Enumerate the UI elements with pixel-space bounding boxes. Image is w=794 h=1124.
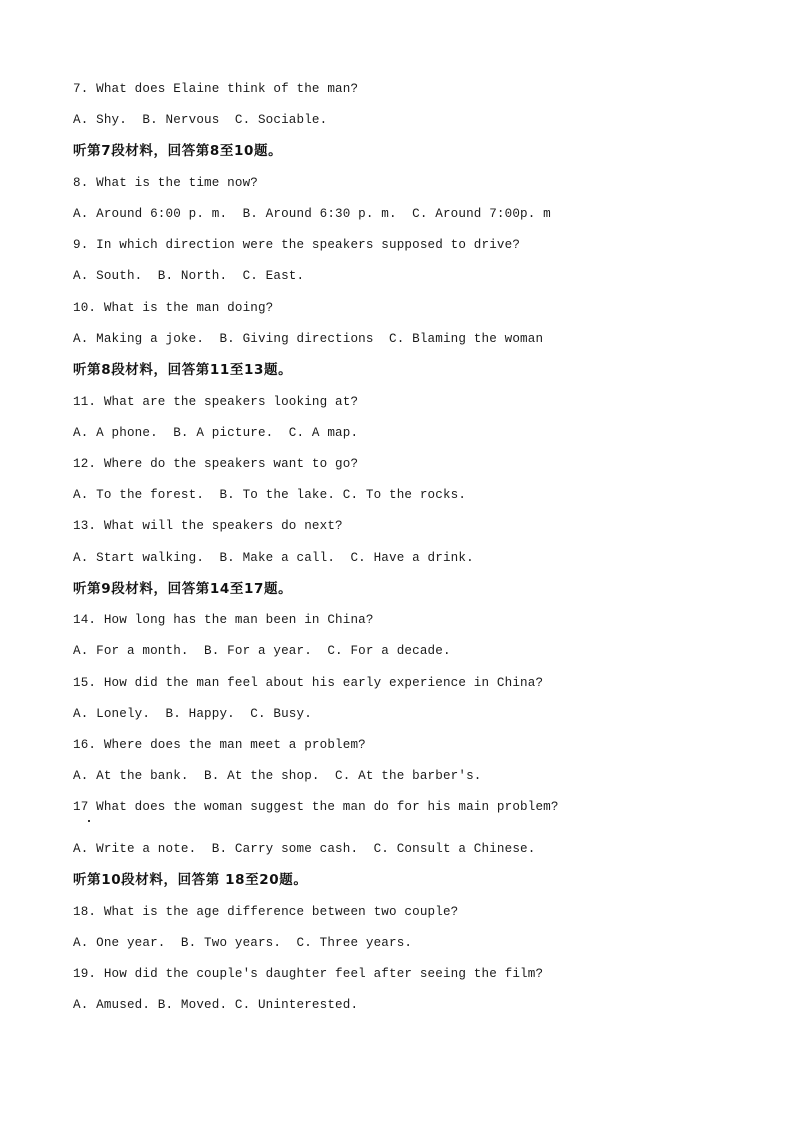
section-heading-8: 听第8段材料，回答第11至13题。	[73, 362, 293, 378]
question-15: 15. How did the man feel about his early experience in China?	[73, 676, 544, 690]
options-12: A. To the forest. B. To the lake. C. To the rocks.	[73, 488, 467, 502]
question-16: 16. Where does the man meet a problem?	[73, 738, 366, 752]
options-7: A. Shy. B. Nervous C. Sociable.	[73, 113, 328, 127]
options-18: A. One year. B. Two years. C. Three years.	[73, 936, 413, 950]
question-10: 10. What is the man doing?	[73, 301, 274, 315]
question-12: 12. Where do the speakers want to go?	[73, 457, 359, 471]
section-heading-7: 听第7段材料，回答第8至10题。	[73, 143, 283, 159]
question-13: 13. What will the speakers do next?	[73, 519, 343, 533]
question-7: 7. What does Elaine think of the man?	[73, 82, 359, 96]
options-16: A. At the bank. B. At the shop. C. At the barber's.	[73, 769, 482, 783]
options-9: A. South. B. North. C. East.	[73, 269, 305, 283]
options-14: A. For a month. B. For a year. C. For a decade.	[73, 644, 451, 658]
options-15: A. Lonely. B. Happy. C. Busy.	[73, 707, 312, 721]
question-14: 14. How long has the man been in China?	[73, 613, 374, 627]
options-10: A. Making a joke. B. Giving directions C. Blaming the woman	[73, 332, 544, 346]
question-18: 18. What is the age difference between two couple?	[73, 905, 459, 919]
options-11: A. A phone. B. A picture. C. A map.	[73, 426, 359, 440]
question-11: 11. What are the speakers looking at?	[73, 395, 359, 409]
question-9: 9. In which direction were the speakers supposed to drive?	[73, 238, 521, 252]
options-17: A. Write a note. B. Carry some cash. C. Consult a Chinese.	[73, 842, 536, 856]
options-19: A. Amused. B. Moved. C. Uninterested.	[73, 998, 359, 1012]
question-19: 19. How did the couple's daughter feel after seeing the film?	[73, 967, 544, 981]
question-17: 17 What does the woman suggest the man do for his main problem?	[73, 800, 559, 814]
options-8: A. Around 6:00 p. m. B. Around 6:30 p. m. C. Around 7:00p. m	[73, 207, 551, 221]
section-heading-10: 听第10段材料，回答第 18至20题。	[73, 872, 308, 888]
section-heading-9: 听第9段材料，回答第14至17题。	[73, 581, 293, 597]
stray-dot	[88, 820, 90, 822]
question-8: 8. What is the time now?	[73, 176, 258, 190]
options-13: A. Start walking. B. Make a call. C. Have a drink.	[73, 551, 474, 565]
